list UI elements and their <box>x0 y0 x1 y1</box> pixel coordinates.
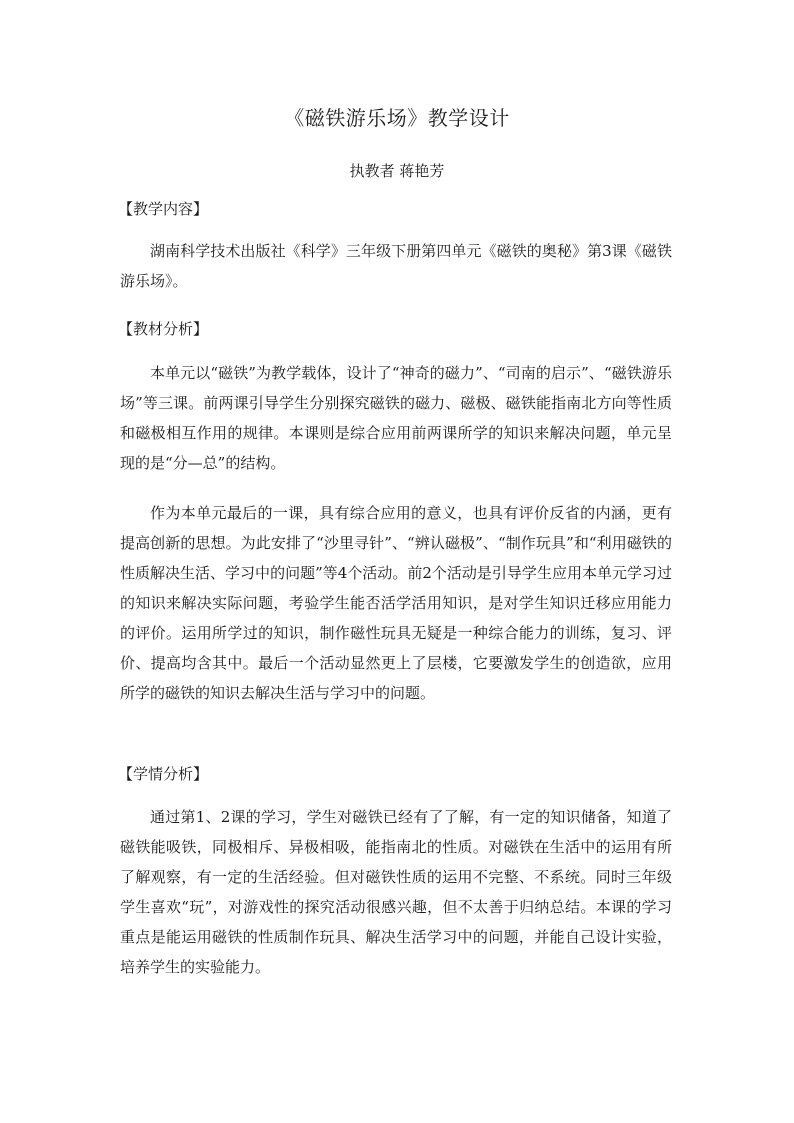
document-author: 执教者 蒋艳芳 <box>349 162 445 180</box>
section-heading-material-analysis: 【教材分析】 <box>118 320 209 338</box>
section-heading-teaching-content: 【教学内容】 <box>118 200 209 218</box>
section-heading-student-analysis: 【学情分析】 <box>118 765 209 783</box>
student-analysis-paragraph: 通过第1、2课的学习，学生对磁铁已经有了了解，有一定的知识储备，知道了磁铁能吸铁，同极相斥、异极相吸，能指南北的性质。对磁铁在生活中的运用有所了解观察，有一定的生活经验。但对磁铁性质的运用不完整、不系统。同时三年级学生喜欢“玩”，对游戏性的探究活动很感兴趣，但不太善于归纳总结。本课的学习重点是能运用磁铁的性质制作玩具、解决生活学习中的问题，并能自己设计实验，培养学生的实验能力。 <box>120 808 672 976</box>
document-title: 《磁铁游乐场》教学设计 <box>284 106 510 130</box>
material-analysis-paragraph-2: 作为本单元最后的一课，具有综合应用的意义，也具有评价反省的内涵，更有提高创新的思想。为此安排了“沙里寻针”、“辨认磁极”、“制作玩具”和“利用磁铁的性质解决生活、学习中的问题”等4个活动。前2个活动是引导学生应用本单元学习过的知识来解决实际问题，考验学生能否活学活用知识，是对学生知识迁移应用能力的评价。运用所学过的知识，制作磁性玩具无疑是一种综合能力的训练，复习、评价、提高均含其中。最后一个活动显然更上了层楼，它要激发学生的创造欲，应用所学的磁铁的知识去解决生活与学习中的问题。 <box>120 504 672 702</box>
teaching-content-paragraph: 湖南科学技术出版社《科学》三年级下册第四单元《磁铁的奥秘》第3课《磁铁游乐场》。 <box>120 242 672 290</box>
material-analysis-paragraph-1: 本单元以“磁铁”为教学载体，设计了“神奇的磁力”、“司南的启示”、“磁铁游乐场”等三课。前两课引导学生分别探究磁铁的磁力、磁极、磁铁能指南北方向等性质和磁极相互作用的规律。本课则是综合应用前两课所学的知识来解决问题，单元呈现的是“分—总”的结构。 <box>120 364 672 472</box>
